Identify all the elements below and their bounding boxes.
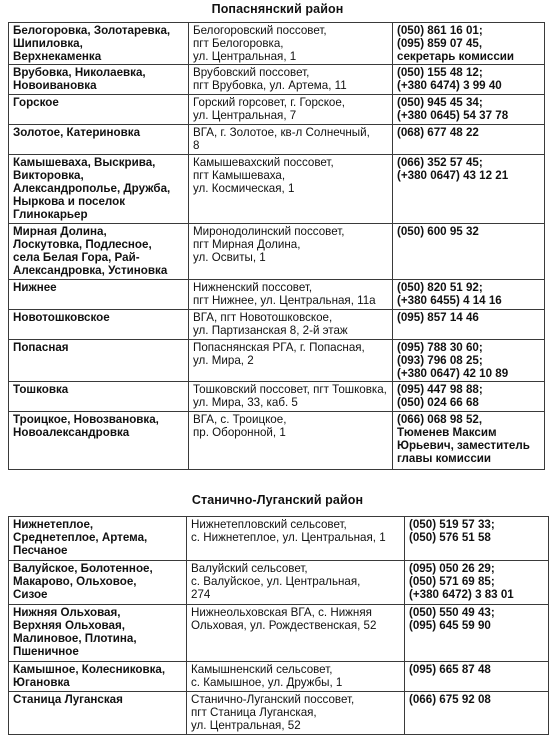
settlement-line: Тошковка <box>13 383 69 396</box>
settlement-line: Врубовка, Николаевка, <box>13 66 146 79</box>
settlement-line: Макарово, Ольховое, <box>13 575 137 588</box>
phones-cell <box>393 412 545 470</box>
phones-cell <box>405 662 549 692</box>
settlement-line: Сизое <box>13 588 48 601</box>
council-address-cell <box>187 561 405 605</box>
settlement-line: Станица Луганская <box>13 693 123 706</box>
council-address-cell <box>187 662 405 692</box>
address-line: ул. Центральная, 1 <box>193 50 297 63</box>
settlement-line: Малиновое, Плотина, <box>13 632 137 645</box>
address-line: пгт Камышеваха, <box>193 169 286 182</box>
phone-line: (+380 6474) 3 99 40 <box>397 79 502 92</box>
address-line: Нижнетепловский сельсовет, <box>191 518 347 531</box>
settlement-line: Верхняя Ольховая, <box>13 619 125 632</box>
council-address-cell <box>189 95 393 125</box>
settlement-line: Белогоровка, Золотаревка, <box>13 24 171 37</box>
phone-line: (+380 0647) 43 12 21 <box>397 169 509 182</box>
phone-line: (050) 576 51 58 <box>409 531 491 544</box>
phones-cell <box>405 605 549 662</box>
settlement-line: Новоивановка <box>13 79 97 92</box>
phones-cell <box>393 23 545 65</box>
phone-line: (050) 571 69 85; <box>409 575 495 588</box>
phone-line: (050) 519 57 33; <box>409 518 495 531</box>
phone-line: (093) 796 08 25; <box>397 354 483 367</box>
address-line: ВГА, с. Троицкое, <box>193 413 287 426</box>
table-row <box>9 65 545 95</box>
council-address-cell <box>189 155 393 224</box>
phone-line: (066) 675 92 08 <box>409 693 491 706</box>
phone-line: (095) 645 59 90 <box>409 619 491 632</box>
address-line: Белогоровский поссовет, <box>193 24 327 37</box>
phone-line: (068) 677 48 22 <box>397 126 479 139</box>
phone-line: (095) 859 07 45, <box>397 37 483 50</box>
council-address-cell <box>187 517 405 561</box>
settlement-line: Попасная <box>13 341 69 354</box>
settlement-line: Горское <box>13 96 59 109</box>
table-row <box>9 692 549 735</box>
phones-cell <box>393 224 545 280</box>
phones-cell <box>393 382 545 412</box>
phone-line: (095) 857 14 46 <box>397 311 479 324</box>
council-address-cell <box>187 692 405 735</box>
council-address-cell <box>189 412 393 470</box>
address-line: ВГА, пгт Новотошковское, <box>193 311 333 324</box>
settlement-line: Пшеничное <box>13 645 79 658</box>
table-row <box>9 412 545 470</box>
phone-line: (050) 600 95 32 <box>397 225 479 238</box>
settlement-line: Мирная Долина, <box>13 225 107 238</box>
section-title-popasnaya: Попаснянский район <box>211 2 344 16</box>
settlements-cell <box>9 382 189 412</box>
settlements-cell <box>9 280 189 310</box>
address-line: пгт Нижнее, ул. Центральная, 11а <box>193 294 376 307</box>
address-line: ул. Партизанская 8, 2-й этаж <box>193 324 348 337</box>
settlement-line: Глинокарьер <box>13 208 88 221</box>
address-line: с. Нижнетеплое, ул. Центральная, 1 <box>191 531 386 544</box>
address-line: Валуйский сельсовет, <box>191 562 308 575</box>
settlement-line: Верхнекаменка <box>13 50 102 63</box>
phones-cell <box>393 125 545 155</box>
settlement-line: Лоскутовка, Подлесное, <box>13 238 152 251</box>
address-line: 8 <box>193 139 200 152</box>
address-line: ул. Центральная, 7 <box>193 109 297 122</box>
address-line: ул. Мира, 2 <box>193 354 254 367</box>
settlement-line: Ныркова и поселок <box>13 195 126 208</box>
settlement-line: Нижнее <box>13 281 57 294</box>
address-line: ВГА, г. Золотое, кв-л Солнечный, <box>193 126 370 139</box>
phone-line: (+380 0645) 54 37 78 <box>397 109 509 122</box>
address-line: Камышевахский поссовет, <box>193 156 334 169</box>
address-line: с. Камышное, ул. Дружбы, 1 <box>191 676 343 689</box>
address-line: с. Валуйское, ул. Центральная, <box>191 575 361 588</box>
contacts-table-popasnaya <box>8 22 545 470</box>
settlement-line: Нижняя Ольховая, <box>13 606 121 619</box>
phone-line: (095) 788 30 60; <box>397 341 483 354</box>
address-line: пгт Белогоровка, <box>193 37 284 50</box>
phone-line: (050) 550 49 43; <box>409 606 495 619</box>
phone-line: (066) 352 57 45; <box>397 156 483 169</box>
section-title-stanichno-luganskiy: Станично-Луганский район <box>191 493 364 507</box>
address-line: Камышненский сельсовет, <box>191 663 333 676</box>
settlement-line: Песчаное <box>13 544 68 557</box>
settlements-cell <box>9 517 187 561</box>
phone-line: (050) 820 51 92; <box>397 281 483 294</box>
council-address-cell <box>189 280 393 310</box>
settlements-cell <box>9 310 189 340</box>
settlement-line: Среднетеплое, Артема, <box>13 531 148 544</box>
address-line: 274 <box>191 588 211 601</box>
settlements-cell <box>9 340 189 382</box>
phones-cell <box>405 561 549 605</box>
phone-line: (+380 6455) 4 14 16 <box>397 294 502 307</box>
phones-cell <box>393 310 545 340</box>
settlement-line: Камышеваха, Выскрива, <box>13 156 156 169</box>
table-row <box>9 310 545 340</box>
table-row <box>9 662 549 692</box>
phone-line: (+380 0647) 42 10 89 <box>397 367 509 380</box>
council-address-cell <box>189 340 393 382</box>
settlements-cell <box>9 692 187 735</box>
table-row <box>9 382 545 412</box>
table-row <box>9 155 545 224</box>
settlements-cell <box>9 224 189 280</box>
settlements-cell <box>9 561 187 605</box>
settlement-line: Золотое, Катериновка <box>13 126 141 139</box>
address-line: пгт Врубовка, ул. Артема, 11 <box>193 79 347 92</box>
address-line: ул. Мира, 33, каб. 5 <box>193 396 298 409</box>
settlement-line: села Белая Гора, Рай- <box>13 251 140 264</box>
address-line: ул. Центральная, 52 <box>191 719 301 732</box>
settlement-line: Камышное, Колесниковка, <box>13 663 166 676</box>
address-line: Станично-Луганский поссовет, <box>191 693 355 706</box>
phone-line: главы комиссии <box>397 452 492 465</box>
table-row <box>9 517 549 561</box>
settlement-line: Югановка <box>13 676 70 689</box>
address-line: пгт Станица Луганская, <box>191 706 317 719</box>
phone-line: (050) 155 48 12; <box>397 66 483 79</box>
address-line: Миронодолинский поссовет, <box>193 225 345 238</box>
settlement-line: Новоалександровка <box>13 426 130 439</box>
settlements-cell <box>9 125 189 155</box>
phone-line: (095) 447 98 88; <box>397 383 483 396</box>
settlements-cell <box>9 662 187 692</box>
settlements-cell <box>9 155 189 224</box>
phone-line: (066) 068 98 52, <box>397 413 483 426</box>
settlements-cell <box>9 605 187 662</box>
phone-line: (095) 050 26 29; <box>409 562 495 575</box>
address-line: Попаснянская РГА, г. Попасная, <box>193 341 365 354</box>
table-row <box>9 125 545 155</box>
phone-line: Юрьевич, заместитель <box>397 439 530 452</box>
settlement-line: Нижнетеплое, <box>13 518 94 531</box>
settlement-line: Александрополье, Дружба, <box>13 182 171 195</box>
contacts-table-stanichno-luganskiy <box>8 516 549 735</box>
table-row <box>9 280 545 310</box>
council-address-cell <box>189 310 393 340</box>
phones-cell <box>405 692 549 735</box>
phone-line: Тюменев Максим <box>397 426 497 439</box>
address-line: пгт Мирная Долина, <box>193 238 301 251</box>
council-address-cell <box>189 382 393 412</box>
settlements-cell <box>9 23 189 65</box>
table-row <box>9 95 545 125</box>
council-address-cell <box>189 224 393 280</box>
phone-line: секретарь комиссии <box>397 50 515 63</box>
phones-cell <box>393 280 545 310</box>
settlement-line: Александровка, Устиновка <box>13 264 168 277</box>
address-line: Нижненский поссовет, <box>193 281 313 294</box>
address-line: Тошковский поссовет, пгт Тошковка, <box>193 383 387 396</box>
address-line: пр. Оборонной, 1 <box>193 426 286 439</box>
table-row <box>9 224 545 280</box>
phones-cell <box>393 65 545 95</box>
settlements-cell <box>9 65 189 95</box>
address-line: ул. Космическая, 1 <box>193 182 295 195</box>
table-row <box>9 23 545 65</box>
phone-line: (050) 024 66 68 <box>397 396 479 409</box>
phones-cell <box>393 155 545 224</box>
table-row <box>9 561 549 605</box>
settlements-cell <box>9 95 189 125</box>
phones-cell <box>393 340 545 382</box>
settlement-line: Троицкое, Новозвановка, <box>13 413 159 426</box>
phone-line: (+380 6472) 3 83 01 <box>409 588 514 601</box>
settlements-cell <box>9 412 189 470</box>
council-address-cell <box>189 65 393 95</box>
council-address-cell <box>189 125 393 155</box>
council-address-cell <box>189 23 393 65</box>
table-row <box>9 340 545 382</box>
settlement-line: Викторовка, <box>13 169 84 182</box>
phones-cell <box>393 95 545 125</box>
address-line: Ольховая, ул. Рождественская, 52 <box>191 619 377 632</box>
address-line: ул. Освиты, 1 <box>193 251 266 264</box>
council-address-cell <box>187 605 405 662</box>
address-line: Горский горсовет, г. Горское, <box>193 96 346 109</box>
settlement-line: Валуйское, Болотенное, <box>13 562 153 575</box>
settlement-line: Шипиловка, <box>13 37 83 50</box>
address-line: Врубовский поссовет, <box>193 66 310 79</box>
phones-cell <box>405 517 549 561</box>
phone-line: (050) 861 16 01; <box>397 24 483 37</box>
phone-line: (095) 665 87 48 <box>409 663 491 676</box>
address-line: Нижнеольховская ВГА, с. Нижняя <box>191 606 372 619</box>
settlement-line: Новотошковское <box>13 311 110 324</box>
table-row <box>9 605 549 662</box>
phone-line: (050) 945 45 34; <box>397 96 483 109</box>
